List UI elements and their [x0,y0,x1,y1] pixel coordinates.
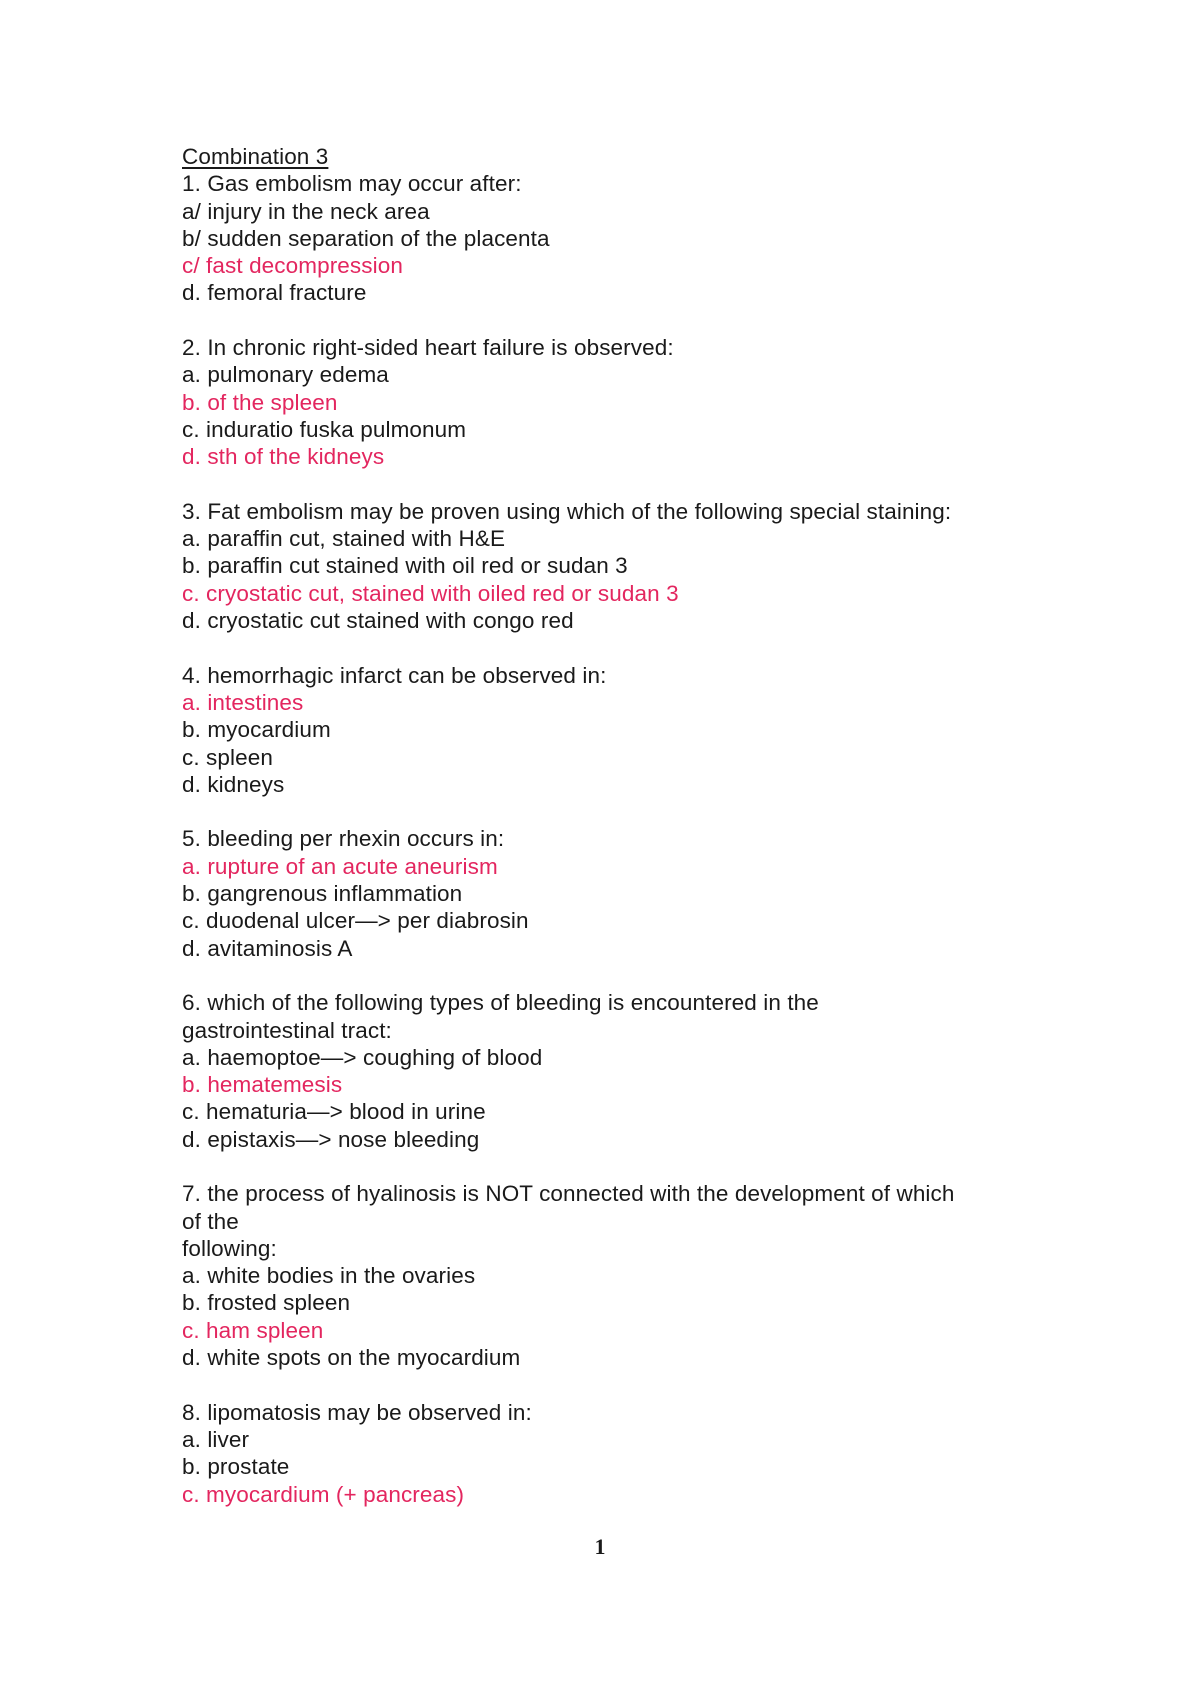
question-text: of the [182,1208,239,1234]
answer-option: a. pulmonary edema [182,362,389,388]
answer-option: d. avitaminosis A [182,935,353,961]
answer-option: b. prostate [182,1454,290,1480]
answer-option: a/ injury in the neck area [182,198,430,224]
question-spacer [182,1371,1082,1398]
correct-answer-option: c. ham spleen [182,1317,324,1343]
answer-option: d. femoral fracture [182,280,367,306]
answer-option: c. duodenal ulcer—> per diabrosin [182,908,529,934]
document-title: Combination 3 [182,144,329,169]
document-content [182,143,1082,1508]
answer-option: b. paraffin cut stained with oil red or sudan 3 [182,553,628,579]
question-block [182,825,1082,961]
question-block [182,1180,1082,1371]
question-text: 6. which of the following types of bleeding is encountered in the [182,990,819,1016]
page-number: 1 [594,1534,606,1559]
question-spacer [182,471,1082,498]
question-block [182,498,1082,634]
answer-option: b/ sudden separation of the placenta [182,225,550,251]
answer-option: a. liver [182,1426,250,1452]
answer-option: b. myocardium [182,717,331,743]
question-block [182,662,1082,798]
answer-option: d. epistaxis—> nose bleeding [182,1126,480,1152]
correct-answer-option: b. of the spleen [182,389,338,415]
correct-answer-option: b. hematemesis [182,1072,343,1098]
answer-option: d. kidneys [182,771,285,797]
answer-option: c. hematuria—> blood in urine [182,1099,486,1125]
question-spacer [182,1153,1082,1180]
question-block [182,334,1082,470]
answer-option: c. induratio fuska pulmonum [182,416,467,442]
correct-answer-option: a. rupture of an acute aneurism [182,853,498,879]
question-block [182,989,1082,1153]
question-text: 2. In chronic right-sided heart failure is observed: [182,335,674,361]
question-spacer [182,798,1082,825]
question-block [182,170,1082,306]
question-text: gastrointestinal tract: [182,1017,392,1043]
question-spacer [182,634,1082,661]
answer-option: d. white spots on the myocardium [182,1345,521,1371]
answer-option: a. haemoptoe—> coughing of blood [182,1044,543,1070]
question-text: following: [182,1235,277,1261]
correct-answer-option: d. sth of the kidneys [182,444,385,470]
question-block [182,1399,1082,1508]
question-text: 5. bleeding per rhexin occurs in: [182,826,505,852]
answer-option: b. gangrenous inflammation [182,881,463,907]
answer-option: d. cryostatic cut stained with congo red [182,608,574,634]
question-text: 3. Fat embolism may be proven using which of the following special staining: [182,498,952,524]
question-text: 1. Gas embolism may occur after: [182,171,522,197]
answer-option: c. spleen [182,744,273,770]
question-list [182,170,1082,1508]
correct-answer-option: c. myocardium (+ pancreas) [182,1481,465,1507]
correct-answer-option: a. intestines [182,689,304,715]
question-text: 7. the process of hyalinosis is NOT connected with the development of which [182,1181,955,1207]
answer-option: a. paraffin cut, stained with H&E [182,526,506,552]
correct-answer-option: c. cryostatic cut, stained with oiled red or sudan 3 [182,580,679,606]
question-text: 8. lipomatosis may be observed in: [182,1399,532,1425]
question-spacer [182,307,1082,334]
question-text: 4. hemorrhagic infarct can be observed in: [182,662,607,688]
correct-answer-option: c/ fast decompression [182,253,403,279]
question-spacer [182,962,1082,989]
answer-option: b. frosted spleen [182,1290,351,1316]
answer-option: a. white bodies in the ovaries [182,1263,476,1289]
